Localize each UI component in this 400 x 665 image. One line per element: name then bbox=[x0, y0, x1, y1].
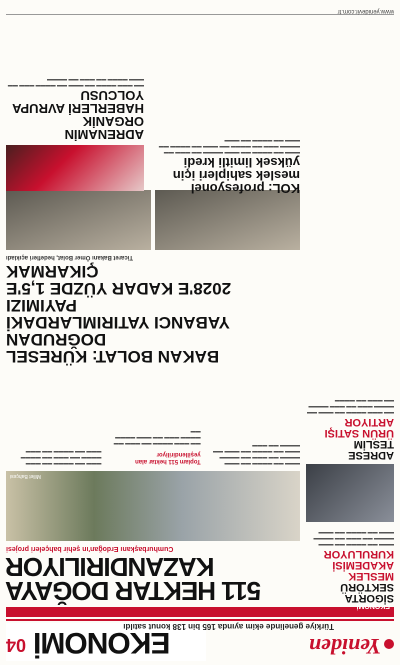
section-title: EKONOMİ bbox=[34, 626, 171, 659]
masthead bbox=[6, 619, 394, 661]
mid-headline-1: BAKAN BOLAT: KÜRESEL DOĞRUDAN bbox=[6, 330, 220, 366]
sidebar-story-2-sub: ÜRÜN SATIŞI ARTIYOR bbox=[324, 416, 394, 439]
top-headline: Türkiye genelinde ekim ayında 165 bin 138 konut satıldı bbox=[123, 622, 334, 631]
ribbon-label: EKONOMİ bbox=[356, 602, 390, 609]
lead-image-caption: Millet Bahçesi bbox=[10, 473, 41, 479]
bottom-left-story bbox=[150, 138, 300, 195]
bottom-left-headline: KOL: profesyonel meslek sahipleri için yüksek limitli kredi bbox=[172, 155, 300, 196]
logo-text: Yeniden bbox=[308, 634, 381, 659]
bottom-right-body: ▬▬ ▬▬▬ ▬▬▬▬ ▬▬ ▬▬▬ ▬▬ ▬▬▬▬ ▬▬▬ ▬▬ ▬▬▬ ▬▬▬▬ ▬▬ ▬▬▬ ▬▬ ▬▬▬▬ bbox=[7, 77, 144, 89]
sidebar-story-1 bbox=[306, 530, 394, 603]
lead-column-2 bbox=[105, 429, 200, 467]
bottom-right-image bbox=[6, 145, 144, 191]
lead-image bbox=[6, 471, 300, 541]
mid-photo-2 bbox=[6, 190, 151, 250]
lead-headline-1: 511 HEKTAR DOĞAYA bbox=[6, 576, 262, 606]
sidebar-story-2 bbox=[306, 398, 394, 522]
bottom-left-body: ▬▬▬ ▬▬ ▬▬▬▬ ▬▬ ▬▬▬ ▬▬▬▬ ▬▬ ▬▬▬ ▬▬ ▬▬▬▬ ▬▬▬ ▬▬ ▬▬▬▬ ▬▬ ▬▬▬ ▬▬ ▬▬▬▬ ▬▬ ▬▬▬ ▬▬ ▬▬▬▬ ▬▬ ▬▬▬ bbox=[158, 138, 300, 156]
lead-deck: Cumhurbaşkanı Erdoğan'ın şehir bahçeleri projesi bbox=[6, 545, 174, 552]
section-ribbon bbox=[6, 602, 394, 617]
sidebar bbox=[306, 13, 394, 603]
logo-icon bbox=[384, 639, 394, 649]
logo bbox=[309, 633, 394, 659]
mid-story bbox=[6, 190, 300, 365]
lead-inline-note: Toplam 511 hektar alan yeşillendiriliyor bbox=[135, 451, 201, 464]
lead-headline-2: KAZANDIRILIYOR bbox=[6, 552, 215, 582]
page-number: 04 bbox=[6, 635, 27, 655]
lead-story bbox=[6, 429, 300, 606]
sidebar-story-2-body: ▬▬ ▬▬▬ ▬▬▬▬ ▬▬ ▬▬▬ ▬▬ ▬▬▬▬ ▬▬▬ ▬▬ ▬▬▬ ▬▬▬▬ ▬▬ ▬▬▬ ▬▬ ▬▬▬▬ bbox=[307, 398, 394, 416]
lead-column-3: ▬▬▬ ▬▬ ▬▬▬▬ ▬▬ ▬▬▬ ▬▬▬▬ ▬▬ ▬▬▬ ▬▬ ▬▬▬▬ ▬▬▬ ▬▬ ▬▬▬▬ ▬▬ ▬▬▬ bbox=[20, 449, 102, 467]
sidebar-story-2-head: ADRESE TESLİM bbox=[348, 438, 394, 461]
bottom-right-story bbox=[6, 77, 144, 195]
sidebar-story-1-sub: MESLEK AKADEMİSİ KURULUYOR bbox=[323, 548, 394, 582]
lead-columns bbox=[6, 429, 300, 467]
mid-headline-3: 2028'E KADAR YÜZDE 1,5'E ÇIKARMAK bbox=[6, 262, 232, 298]
sidebar-story-1-head: SİGORTA SEKTÖRÜ bbox=[340, 581, 394, 604]
footer: www.yenidevir.com.tr bbox=[6, 4, 394, 15]
mid-photo-row bbox=[6, 190, 300, 250]
lead-column-2-body: ▬▬ ▬▬▬ ▬▬▬▬ ▬▬ ▬▬▬ ▬▬ ▬▬▬▬ ▬▬▬ ▬▬ ▬▬▬ ▬▬▬▬ ▬▬ bbox=[113, 429, 201, 447]
mid-headline-2: YABANCI YATIRIMLARDAKİ PAYIMIZI bbox=[6, 296, 230, 332]
lead-column-1: ▬▬▬ ▬▬ ▬▬▬▬ ▬▬ ▬▬▬ ▬▬▬▬ ▬▬ ▬▬▬ ▬▬ ▬▬▬▬ ▬▬▬ ▬▬ ▬▬▬▬ ▬▬ ▬▬▬ ▬▬ ▬▬▬▬ ▬▬ ▬▬▬ bbox=[213, 443, 300, 467]
sidebar-story-2-image bbox=[306, 464, 394, 522]
mid-photo-1 bbox=[155, 190, 300, 250]
bottom-right-headline: ADRENAMİN ORGANİK HABERLERİ AVRUPA YOLCUSU bbox=[12, 88, 144, 142]
mid-deck: Ticaret Bakanı Ömer Bolat, hedefleri açıkladı bbox=[6, 254, 133, 260]
sidebar-story-1-body: ▬▬▬ ▬▬ ▬▬▬▬ ▬▬ ▬▬▬ ▬▬▬▬ ▬▬ ▬▬▬ ▬▬ ▬▬▬▬ ▬▬▬ ▬▬ ▬▬▬▬ ▬▬ ▬▬▬ bbox=[313, 530, 394, 548]
